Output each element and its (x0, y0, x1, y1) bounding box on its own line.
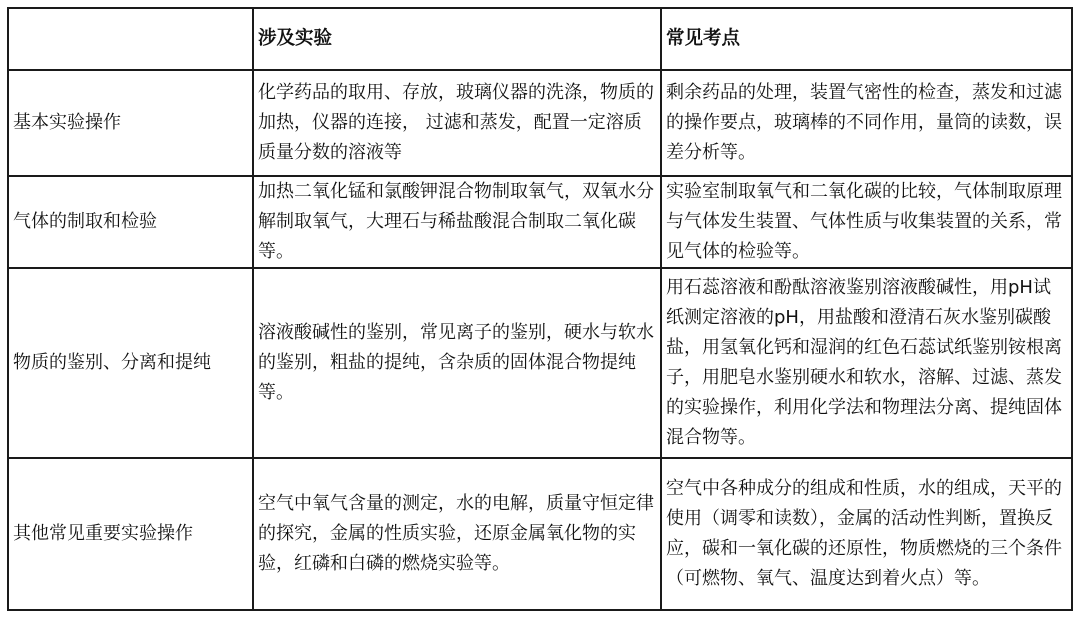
points-cell: 剩余药品的处理，装置气密性的检查，蒸发和过滤的操作要点，玻璃棒的不同作用，量筒的读数，误差分析等。 (661, 70, 1072, 176)
table-row (8, 176, 1072, 268)
document-page (7, 7, 1073, 611)
table-row (8, 458, 1072, 610)
header-cell-empty (8, 8, 253, 70)
category-cell: 基本实验操作 (8, 70, 253, 176)
experiment-table (7, 7, 1073, 611)
category-cell: 物质的鉴别、分离和提纯 (8, 268, 253, 458)
experiments-cell: 化学药品的取用、存放，玻璃仪器的洗涤，物质的加热，仪器的连接， 过滤和蒸发，配置一定溶质质量分数的溶液等 (253, 70, 661, 176)
points-cell: 空气中各种成分的组成和性质，水的组成，天平的使用（调零和读数），金属的活动性判断，置换反应，碳和一氧化碳的还原性，物质燃烧的三个条件（可燃物、氧气、温度达到着火点）等。 (661, 458, 1072, 610)
category-cell: 其他常见重要实验操作 (8, 458, 253, 610)
points-cell: 实验室制取氧气和二氧化碳的比较，气体制取原理与气体发生装置、气体性质与收集装置的关系，常见气体的检验等。 (661, 176, 1072, 268)
experiments-cell: 空气中氧气含量的测定，水的电解，质量守恒定律的探究，金属的性质实验，还原金属氧化物的实验，红磷和白磷的燃烧实验等。 (253, 458, 661, 610)
header-row (8, 8, 1072, 70)
header-cell-points: 常见考点 (661, 8, 1072, 70)
header-cell-experiments: 涉及实验 (253, 8, 661, 70)
category-cell: 气体的制取和检验 (8, 176, 253, 268)
experiments-cell: 溶液酸碱性的鉴别，常见离子的鉴别，硬水与软水的鉴别，粗盐的提纯，含杂质的固体混合物提纯等。 (253, 268, 661, 458)
table-row (8, 268, 1072, 458)
points-cell: 用石蕊溶液和酚酞溶液鉴别溶液酸碱性，用pH试纸测定溶液的pH，用盐酸和澄清石灰水鉴别碳酸盐，用氢氧化钙和湿润的红色石蕊试纸鉴别铵根离子，用肥皂水鉴别硬水和软水，溶解、过滤、蒸发的实验操作，利用化学法和物理法分离、提纯固体混合物等。 (661, 268, 1072, 458)
table-row (8, 70, 1072, 176)
experiments-cell: 加热二氧化锰和氯酸钾混合物制取氧气，双氧水分解制取氧气，大理石与稀盐酸混合制取二氧化碳等。 (253, 176, 661, 268)
